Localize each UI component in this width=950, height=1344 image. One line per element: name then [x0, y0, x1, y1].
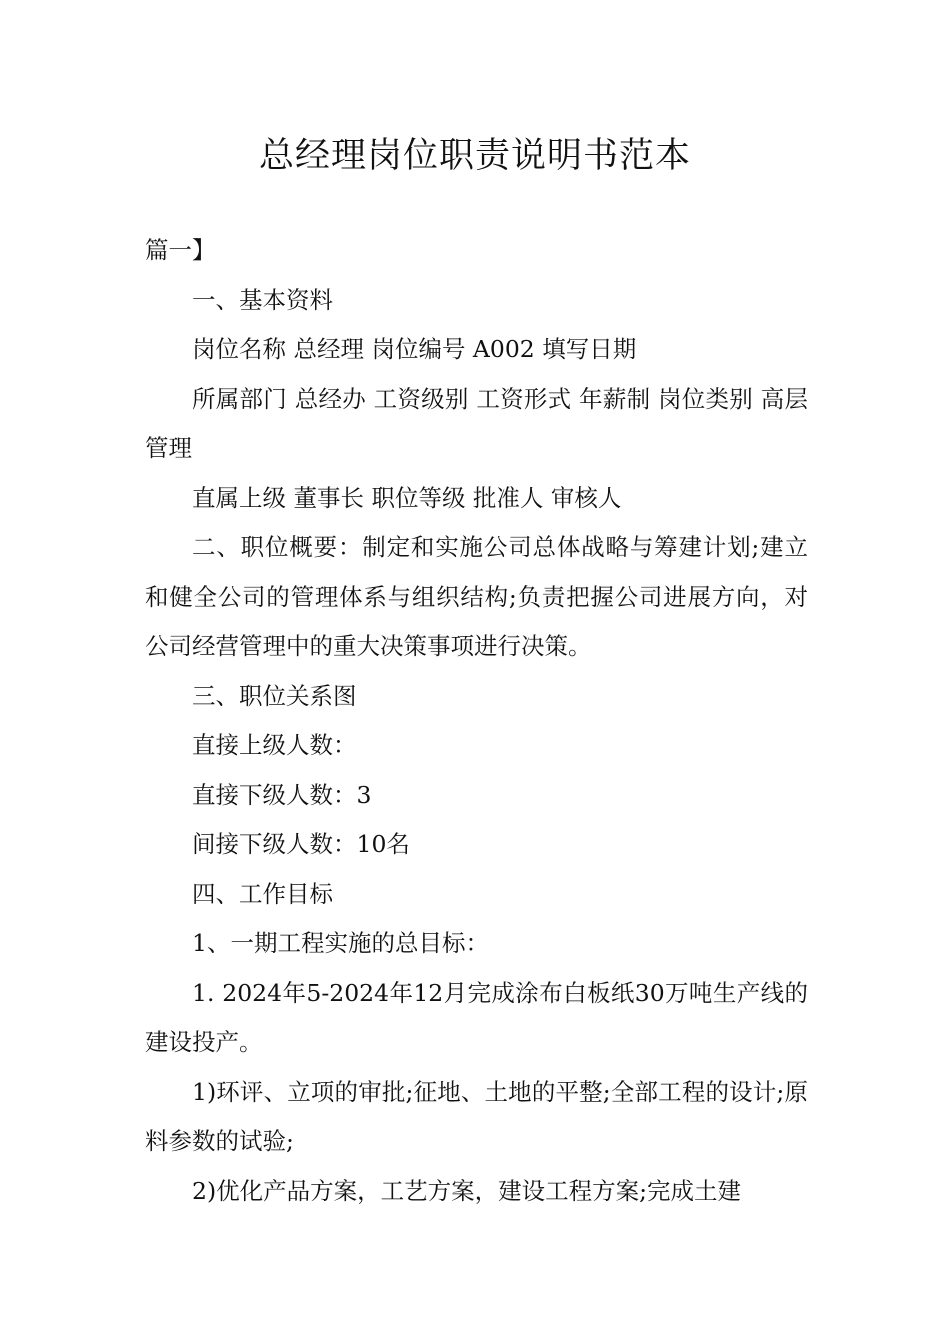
paragraph: 岗位名称 总经理 岗位编号 A002 填写日期 — [192, 335, 637, 363]
document-body — [145, 226, 808, 1216]
document-title: 总经理岗位职责说明书范本 — [258, 136, 691, 176]
paragraph: 篇一】 — [145, 236, 216, 264]
paragraph: 2)优化产品方案，工艺方案，建设工程方案;完成土建 — [192, 1176, 742, 1205]
paragraph: 1)环评、立项的审批;征地、土地的平整;全部工程的设计;原料参数的试验; — [145, 1077, 808, 1155]
paragraph: 所属部门 总经办 工资级别 工资形式 年薪制 岗位类别 高层管理 — [145, 384, 808, 462]
paragraph: 直接下级人数：3 — [192, 780, 372, 809]
paragraph: 一、基本资料 — [192, 285, 333, 314]
paragraph: 二、职位概要：制定和实施公司总体战略与筹建计划;建立和健全公司的管理体系与组织结构;负责把握公司进展方向，对公司经营管理中的重大决策事项进行决策。 — [145, 533, 808, 660]
paragraph: 直接上级人数： — [192, 731, 357, 759]
paragraph: 三、职位关系图 — [192, 681, 357, 710]
paragraph: 四、工作目标 — [192, 879, 333, 908]
paragraph: 间接下级人数：10名 — [192, 830, 410, 858]
paragraph: 1. 2024年5-2024年12月完成涂布白板纸30万吨生产线的建设投产。 — [145, 978, 808, 1056]
paragraph: 1、一期工程实施的总目标： — [192, 929, 489, 957]
paragraph: 直属上级 董事长 职位等级 批准人 审核人 — [192, 483, 622, 512]
